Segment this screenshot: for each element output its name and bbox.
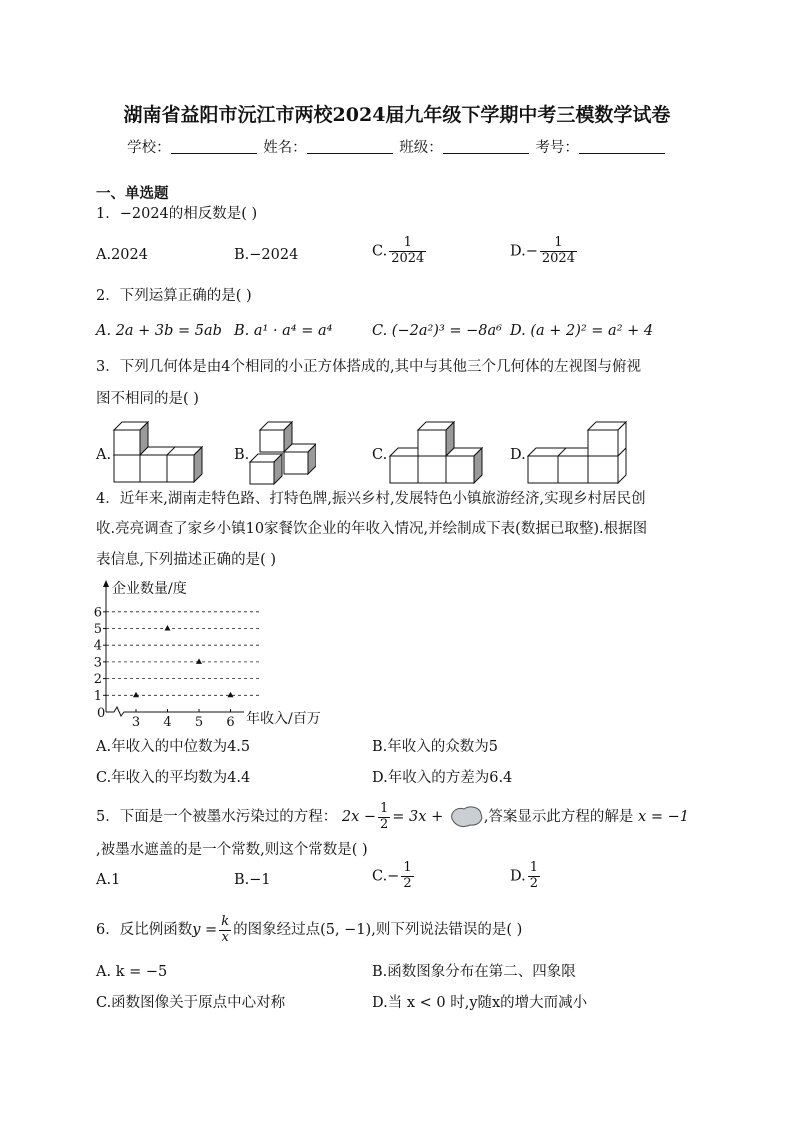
question-4-stem-line1: 4．近年来,湖南走特色路、打特色牌,振兴乡村,发展特色小镇旅游经济,实现乡村居民创 (96, 491, 646, 507)
q6-function-fraction (219, 915, 231, 946)
fraction-denominator: 2 (403, 875, 412, 891)
x-tick-label: 6 (226, 715, 235, 730)
q6-option-c[interactable]: C.函数图像关于原点中心对称 (96, 995, 286, 1011)
q3-option-a-label[interactable]: A. (96, 447, 112, 463)
y-tick-label: 1 (93, 688, 102, 704)
q6-stem-suffix: ,则下列说法错误的是( ) (371, 922, 523, 938)
name-blank[interactable] (307, 139, 393, 154)
q3-figure-a-cubes (110, 418, 212, 486)
chart-origin-label: 0 (97, 706, 106, 721)
question-5-stem-line1 (96, 800, 689, 834)
y-tick-label: 2 (93, 672, 102, 688)
q5-equation-right: = 3x + (392, 809, 444, 825)
name-label: 姓名： (263, 140, 307, 156)
exam-number-blank[interactable] (579, 139, 665, 154)
q5-option-d-fraction (528, 861, 540, 892)
fraction-numerator: k (221, 913, 230, 929)
q6-point: (5, −1) (320, 922, 372, 938)
fraction-numerator: 1 (540, 236, 577, 252)
q5-option-a[interactable]: A.1 (96, 872, 121, 888)
class-label: 班级： (399, 140, 443, 156)
chart-y-axis-label: 企业数量/度 (112, 581, 187, 597)
q4-option-a[interactable]: A.年收入的中位数为4.5 (96, 739, 251, 755)
school-blank[interactable] (171, 139, 257, 154)
question-1-stem: 1．−2024的相反数是( ) (96, 206, 258, 222)
section-heading: 一、单选题 (96, 185, 169, 202)
question-2-stem: 2．下列运算正确的是( ) (96, 288, 252, 304)
q1-option-c[interactable] (372, 236, 428, 267)
q4-option-d[interactable]: D.年收入的方差为6.4 (372, 770, 513, 786)
x-tick-label: 3 (131, 715, 141, 730)
question-4-stem-line2: 收.亮亮调查了家乡小镇10家餐饮企业的年收入情况,并绘制成下表(数据已取整).根据图 (96, 521, 648, 537)
fraction-numerator: 1 (403, 860, 412, 875)
q5-equation-fraction (378, 802, 390, 833)
q1-option-d-prefix: D.− (510, 243, 538, 260)
fraction-numerator: 1 (529, 860, 538, 875)
q5-stem-prefix: 5．下面是一个被墨水污染过的方程： (96, 809, 338, 825)
question-3-stem-line2: 图不相同的是( ) (96, 391, 199, 407)
q5-option-c-prefix: C.− (372, 868, 400, 885)
q2-option-d[interactable]: D. (a + 2)² = a² + 4 (510, 323, 654, 339)
question-5-stem-line2: ,被墨水遮盖的是一个常数,则这个常数是( ) (96, 842, 368, 858)
class-blank[interactable] (443, 139, 529, 154)
x-axis-line (106, 707, 244, 716)
x-tick-label: 4 (163, 715, 172, 730)
school-label: 学校： (127, 140, 171, 156)
q5-solution: x = −1 (638, 809, 689, 825)
q5-option-d[interactable] (510, 861, 542, 892)
q6-stem-mid: 的图象经过点 (233, 922, 321, 938)
income-chart (86, 578, 346, 730)
fraction-numerator: 1 (380, 800, 389, 816)
q3-figure-d-cubes (524, 418, 634, 486)
q3-option-d-label[interactable]: D. (510, 447, 526, 463)
data-point (228, 692, 234, 698)
q3-figure-b-cubes (246, 418, 316, 486)
question-6-stem (96, 913, 522, 947)
q2-option-c[interactable]: C. (−2a²)³ = −8a⁶ (372, 323, 502, 339)
data-point (133, 692, 139, 698)
q2-option-b[interactable]: B. a¹ · a⁴ = a⁴ (234, 323, 333, 339)
q5-equation-left: 2x − (341, 809, 377, 825)
q1-option-c-fraction (389, 236, 426, 267)
q6-stem-prefix: 6．反比例函数 (96, 922, 193, 938)
chart-points (133, 625, 234, 697)
q1-option-d-fraction (540, 236, 577, 267)
q5-option-c[interactable] (372, 861, 416, 892)
chart-y-tick-labels (94, 605, 102, 704)
question-3-stem-line1: 3．下列几何体是由4个相同的小正方体搭成的,其中与其他三个几何体的左视图与俯视 (96, 359, 642, 375)
q1-option-b[interactable]: B.−2024 (234, 247, 299, 263)
fraction-denominator: 2024 (391, 250, 425, 266)
q4-option-c[interactable]: C.年收入的平均数为4.4 (96, 770, 251, 786)
ink-blot-icon (448, 805, 484, 829)
exam-number-label: 考号： (535, 140, 579, 156)
q5-option-d-prefix: D. (510, 868, 526, 885)
q6-function-left: y = (192, 922, 218, 938)
y-tick-label: 6 (93, 605, 102, 621)
q3-option-c-label[interactable]: C. (372, 447, 388, 463)
data-point (196, 658, 202, 664)
fraction-denominator: 2 (529, 875, 538, 891)
y-axis-arrow (103, 580, 109, 587)
q1-option-d[interactable] (510, 236, 579, 267)
exam-title: 湖南省益阳市沅江市两校2024届九年级下学期中考三模数学试卷 (123, 104, 671, 126)
chart-x-axis-label: 年收入/百万 (246, 711, 321, 727)
q4-option-b[interactable]: B.年收入的众数为5 (372, 739, 498, 755)
question-4-stem-line3: 表信息,下列描述正确的是( ) (96, 552, 277, 568)
q6-option-a[interactable]: A. k = −5 (96, 964, 168, 980)
fraction-denominator: 2 (380, 816, 389, 832)
q1-option-a[interactable]: A.2024 (96, 247, 148, 263)
x-tick-label: 5 (194, 715, 204, 730)
y-tick-label: 3 (93, 655, 102, 671)
q5-option-b[interactable]: B.−1 (234, 872, 271, 888)
chart-gridlines (106, 612, 261, 696)
fraction-numerator: 1 (389, 236, 426, 252)
student-info-line (0, 136, 794, 157)
q5-stem-suffix: ,答案显示此方程的解是 (483, 809, 634, 825)
fraction-denominator: 2024 (541, 250, 575, 266)
q2-option-a[interactable]: A. 2a + 3b = 5ab (96, 323, 222, 339)
chart-x-tick-labels (132, 715, 235, 730)
q5-option-c-fraction (401, 861, 413, 892)
q3-figure-c-cubes (386, 418, 490, 486)
data-point (165, 625, 171, 631)
y-tick-label: 4 (93, 638, 102, 654)
q1-option-c-prefix: C. (372, 243, 388, 260)
q3-option-b-label[interactable]: B. (234, 447, 250, 463)
y-tick-label: 5 (93, 622, 102, 637)
q6-option-d[interactable]: D.当 x < 0 时,y随x的增大而减小 (372, 995, 588, 1011)
fraction-denominator: x (221, 929, 229, 945)
q6-option-b[interactable]: B.函数图象分布在第二、四象限 (372, 964, 576, 980)
